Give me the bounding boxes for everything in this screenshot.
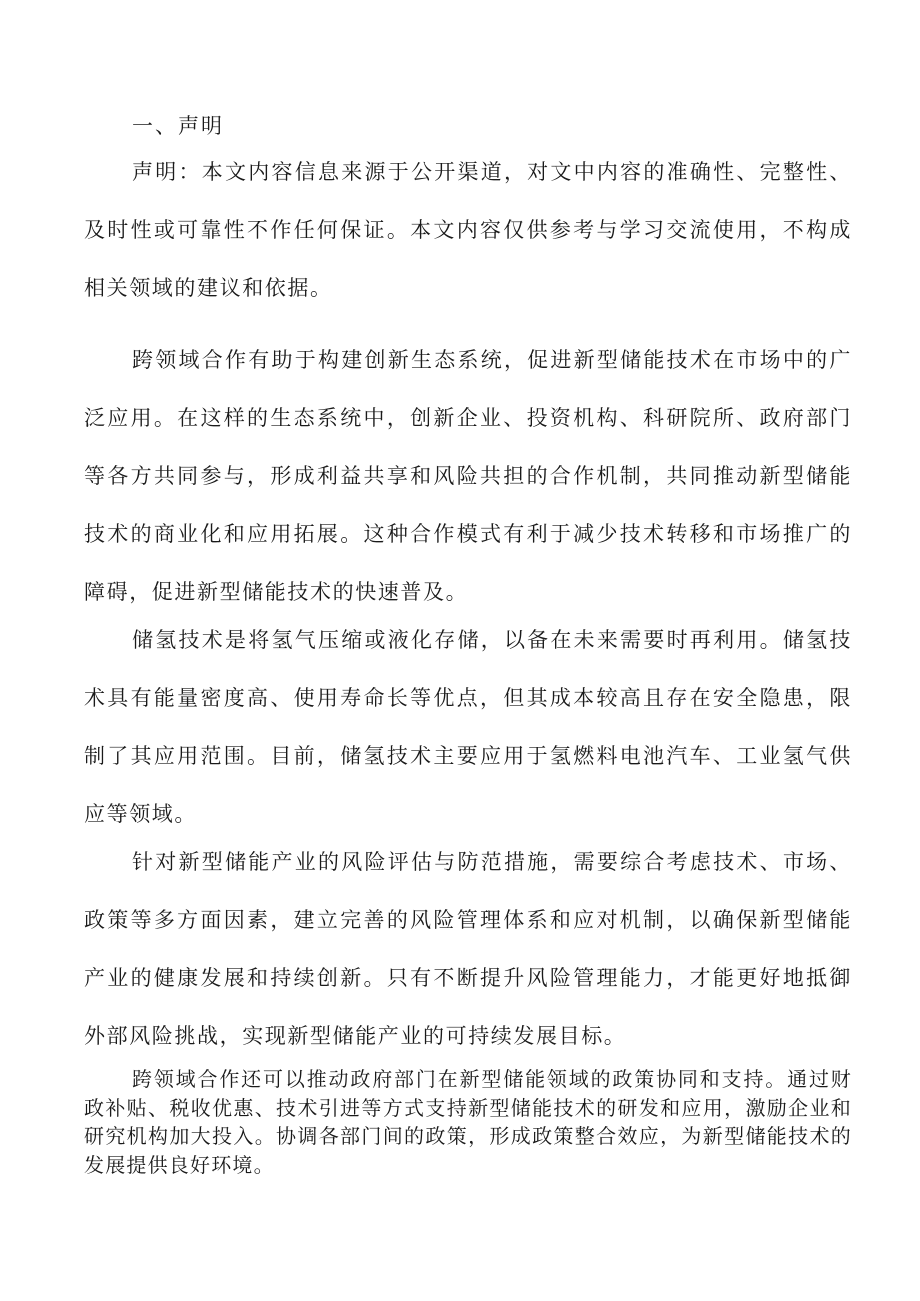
- body-paragraph: 跨领域合作有助于构建创新生态系统，促进新型储能技术在市场中的广泛应用。在这样的生态系统中，创新企业、投资机构、科研院所、政府部门等各方共同参与，形成利益共享和风险共担的合作机制，共同推动新型储能技术的商业化和应用拓展。这种合作模式有利于减少技术转移和市场推广的障碍，促进新型储能技术的快速普及。: [84, 348, 852, 604]
- disclaimer-paragraph: 声明：本文内容信息来源于公开渠道，对文中内容的准确性、完整性、及时性或可靠性不作任何保证。本文内容仅供参考与学习交流使用，不构成相关领域的建议和依据。: [84, 160, 852, 300]
- body-paragraph: 跨领域合作还可以推动政府部门在新型储能领域的政策协同和支持。通过财政补贴、税收优惠、技术引进等方式支持新型储能技术的研发和应用，激励企业和研究机构加大投入。协调各部门间的政策，形成政策整合效应，为新型储能技术的发展提供良好环境。: [84, 1067, 852, 1177]
- body-paragraph: 储氢技术是将氢气压缩或液化存储，以备在未来需要时再利用。储氢技术具有能量密度高、使用寿命长等优点，但其成本较高且存在安全隐患，限制了其应用范围。目前，储氢技术主要应用于氢燃料电池汽车、工业氢气供应等领域。: [84, 628, 852, 826]
- section-heading: 一、声明: [132, 114, 224, 138]
- body-paragraph: 针对新型储能产业的风险评估与防范措施，需要综合考虑技术、市场、政策等多方面因素，建立完善的风险管理体系和应对机制，以确保新型储能产业的健康发展和持续创新。只有不断提升风险管理能力，才能更好地抵御外部风险挑战，实现新型储能产业的可持续发展目标。: [84, 850, 852, 1048]
